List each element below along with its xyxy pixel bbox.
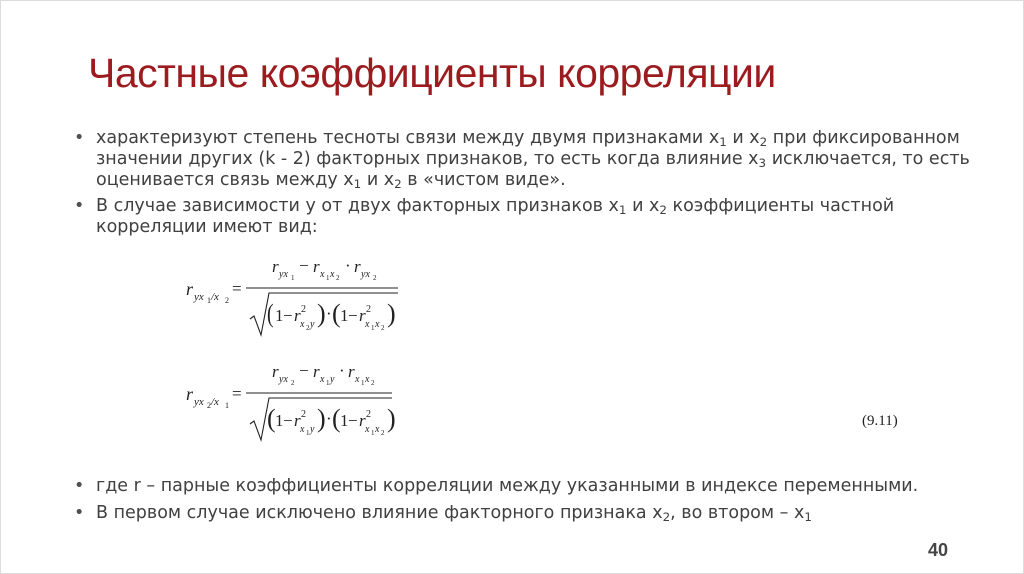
svg-text:2: 2 bbox=[207, 401, 211, 410]
svg-text:): ) bbox=[317, 404, 326, 433]
svg-text:x: x bbox=[320, 374, 325, 385]
svg-text:=: = bbox=[232, 279, 242, 298]
svg-text:): ) bbox=[317, 299, 326, 328]
bullet-3: • где r – парные коэффициенты корреляции между указанными в индексе переменными. bbox=[74, 476, 974, 497]
svg-text:/x: /x bbox=[211, 291, 219, 303]
svg-text:2: 2 bbox=[373, 274, 377, 282]
svg-text:(: ( bbox=[267, 299, 274, 328]
svg-text:x: x bbox=[365, 424, 370, 435]
svg-text:r: r bbox=[294, 411, 301, 430]
svg-text:(: ( bbox=[332, 404, 341, 433]
svg-text:r: r bbox=[272, 257, 279, 276]
svg-text:·: · bbox=[326, 409, 332, 428]
svg-text:yx: yx bbox=[194, 291, 204, 303]
svg-text:2: 2 bbox=[225, 296, 229, 305]
svg-text:2: 2 bbox=[366, 409, 371, 420]
svg-text:x: x bbox=[300, 319, 305, 330]
svg-text:1: 1 bbox=[326, 274, 330, 282]
svg-text:yx: yx bbox=[361, 269, 370, 280]
formula-partial-corr-1 bbox=[180, 255, 420, 340]
slide-title: Частные коэффициенты корреляции bbox=[88, 50, 776, 96]
svg-text:2: 2 bbox=[366, 304, 371, 315]
svg-text:2: 2 bbox=[291, 379, 295, 387]
svg-text:−: − bbox=[348, 306, 358, 325]
svg-text:1: 1 bbox=[275, 411, 284, 430]
formula-partial-corr-2 bbox=[180, 360, 420, 445]
svg-text:1: 1 bbox=[340, 411, 349, 430]
svg-text:1: 1 bbox=[225, 401, 229, 410]
svg-text:1: 1 bbox=[371, 324, 375, 332]
svg-text:r: r bbox=[272, 362, 279, 381]
svg-text:x: x bbox=[320, 269, 325, 280]
svg-text:x: x bbox=[300, 424, 305, 435]
svg-text:r: r bbox=[294, 306, 301, 325]
bullet-4: • В первом случае исключено влияние факторного признака $x_2$, во втором – $x_1$ bbox=[74, 503, 974, 524]
svg-text:1: 1 bbox=[340, 306, 349, 325]
svg-text:−: − bbox=[283, 306, 293, 325]
svg-text:x: x bbox=[365, 374, 370, 385]
svg-text:yx: yx bbox=[279, 269, 288, 280]
svg-text:(: ( bbox=[332, 299, 341, 328]
svg-text:2: 2 bbox=[336, 274, 340, 282]
svg-text:r: r bbox=[186, 279, 194, 299]
svg-text:1: 1 bbox=[326, 379, 330, 387]
svg-text:/x: /x bbox=[211, 396, 219, 408]
svg-text:yx: yx bbox=[279, 374, 288, 385]
svg-text:2: 2 bbox=[301, 304, 306, 315]
svg-text:1: 1 bbox=[371, 429, 375, 437]
svg-text:y: y bbox=[310, 319, 315, 330]
svg-text:·: · bbox=[326, 304, 332, 323]
svg-text:x: x bbox=[330, 269, 335, 280]
svg-text:2: 2 bbox=[381, 429, 385, 437]
equation-number: (9.11) bbox=[862, 413, 898, 429]
svg-text:−: − bbox=[348, 411, 358, 430]
svg-text:=: = bbox=[232, 384, 242, 403]
svg-text:): ) bbox=[387, 299, 396, 328]
svg-text:1: 1 bbox=[306, 429, 310, 437]
svg-text:): ) bbox=[387, 404, 396, 433]
svg-text:r: r bbox=[354, 257, 361, 276]
svg-text:x: x bbox=[375, 424, 380, 435]
svg-text:1: 1 bbox=[291, 274, 295, 282]
svg-text:x: x bbox=[365, 319, 370, 330]
svg-text:r: r bbox=[359, 411, 366, 430]
svg-text:1: 1 bbox=[361, 379, 365, 387]
page-number: 40 bbox=[928, 540, 949, 560]
svg-text:1: 1 bbox=[207, 296, 211, 305]
svg-text:(: ( bbox=[267, 404, 276, 433]
svg-text:2: 2 bbox=[301, 409, 306, 420]
svg-text:r: r bbox=[313, 257, 320, 276]
bullet-2: • В случае зависимости y от двух факторных признаков $x_1$ и $x_2$ коэффициенты частной корреляции имеют вид: bbox=[74, 196, 974, 238]
svg-text:r: r bbox=[348, 362, 355, 381]
svg-text:·: · bbox=[339, 361, 345, 380]
svg-text:x: x bbox=[375, 319, 380, 330]
svg-text:−: − bbox=[283, 411, 293, 430]
svg-text:r: r bbox=[359, 306, 366, 325]
bullet-1: • характеризуют степень тесноты связи между двумя признаками $x_1$ и $x_2$ при фиксированном значении других (k - 2) факторных признаков, то есть когда влияние $x_3$ исключается, то есть оценивается связь между $x_1$ и $x_2$ в «чистом виде». bbox=[74, 128, 974, 191]
svg-text:y: y bbox=[310, 424, 315, 435]
svg-text:1: 1 bbox=[275, 306, 284, 325]
svg-text:2: 2 bbox=[306, 324, 310, 332]
svg-text:−: − bbox=[299, 256, 309, 275]
svg-text:yx: yx bbox=[194, 396, 204, 408]
svg-text:y: y bbox=[330, 374, 335, 385]
svg-text:2: 2 bbox=[381, 324, 385, 332]
svg-text:·: · bbox=[345, 256, 351, 275]
svg-text:−: − bbox=[299, 361, 309, 380]
svg-text:r: r bbox=[186, 384, 194, 404]
svg-text:2: 2 bbox=[371, 379, 375, 387]
svg-text:r: r bbox=[313, 362, 320, 381]
svg-text:x: x bbox=[355, 374, 360, 385]
